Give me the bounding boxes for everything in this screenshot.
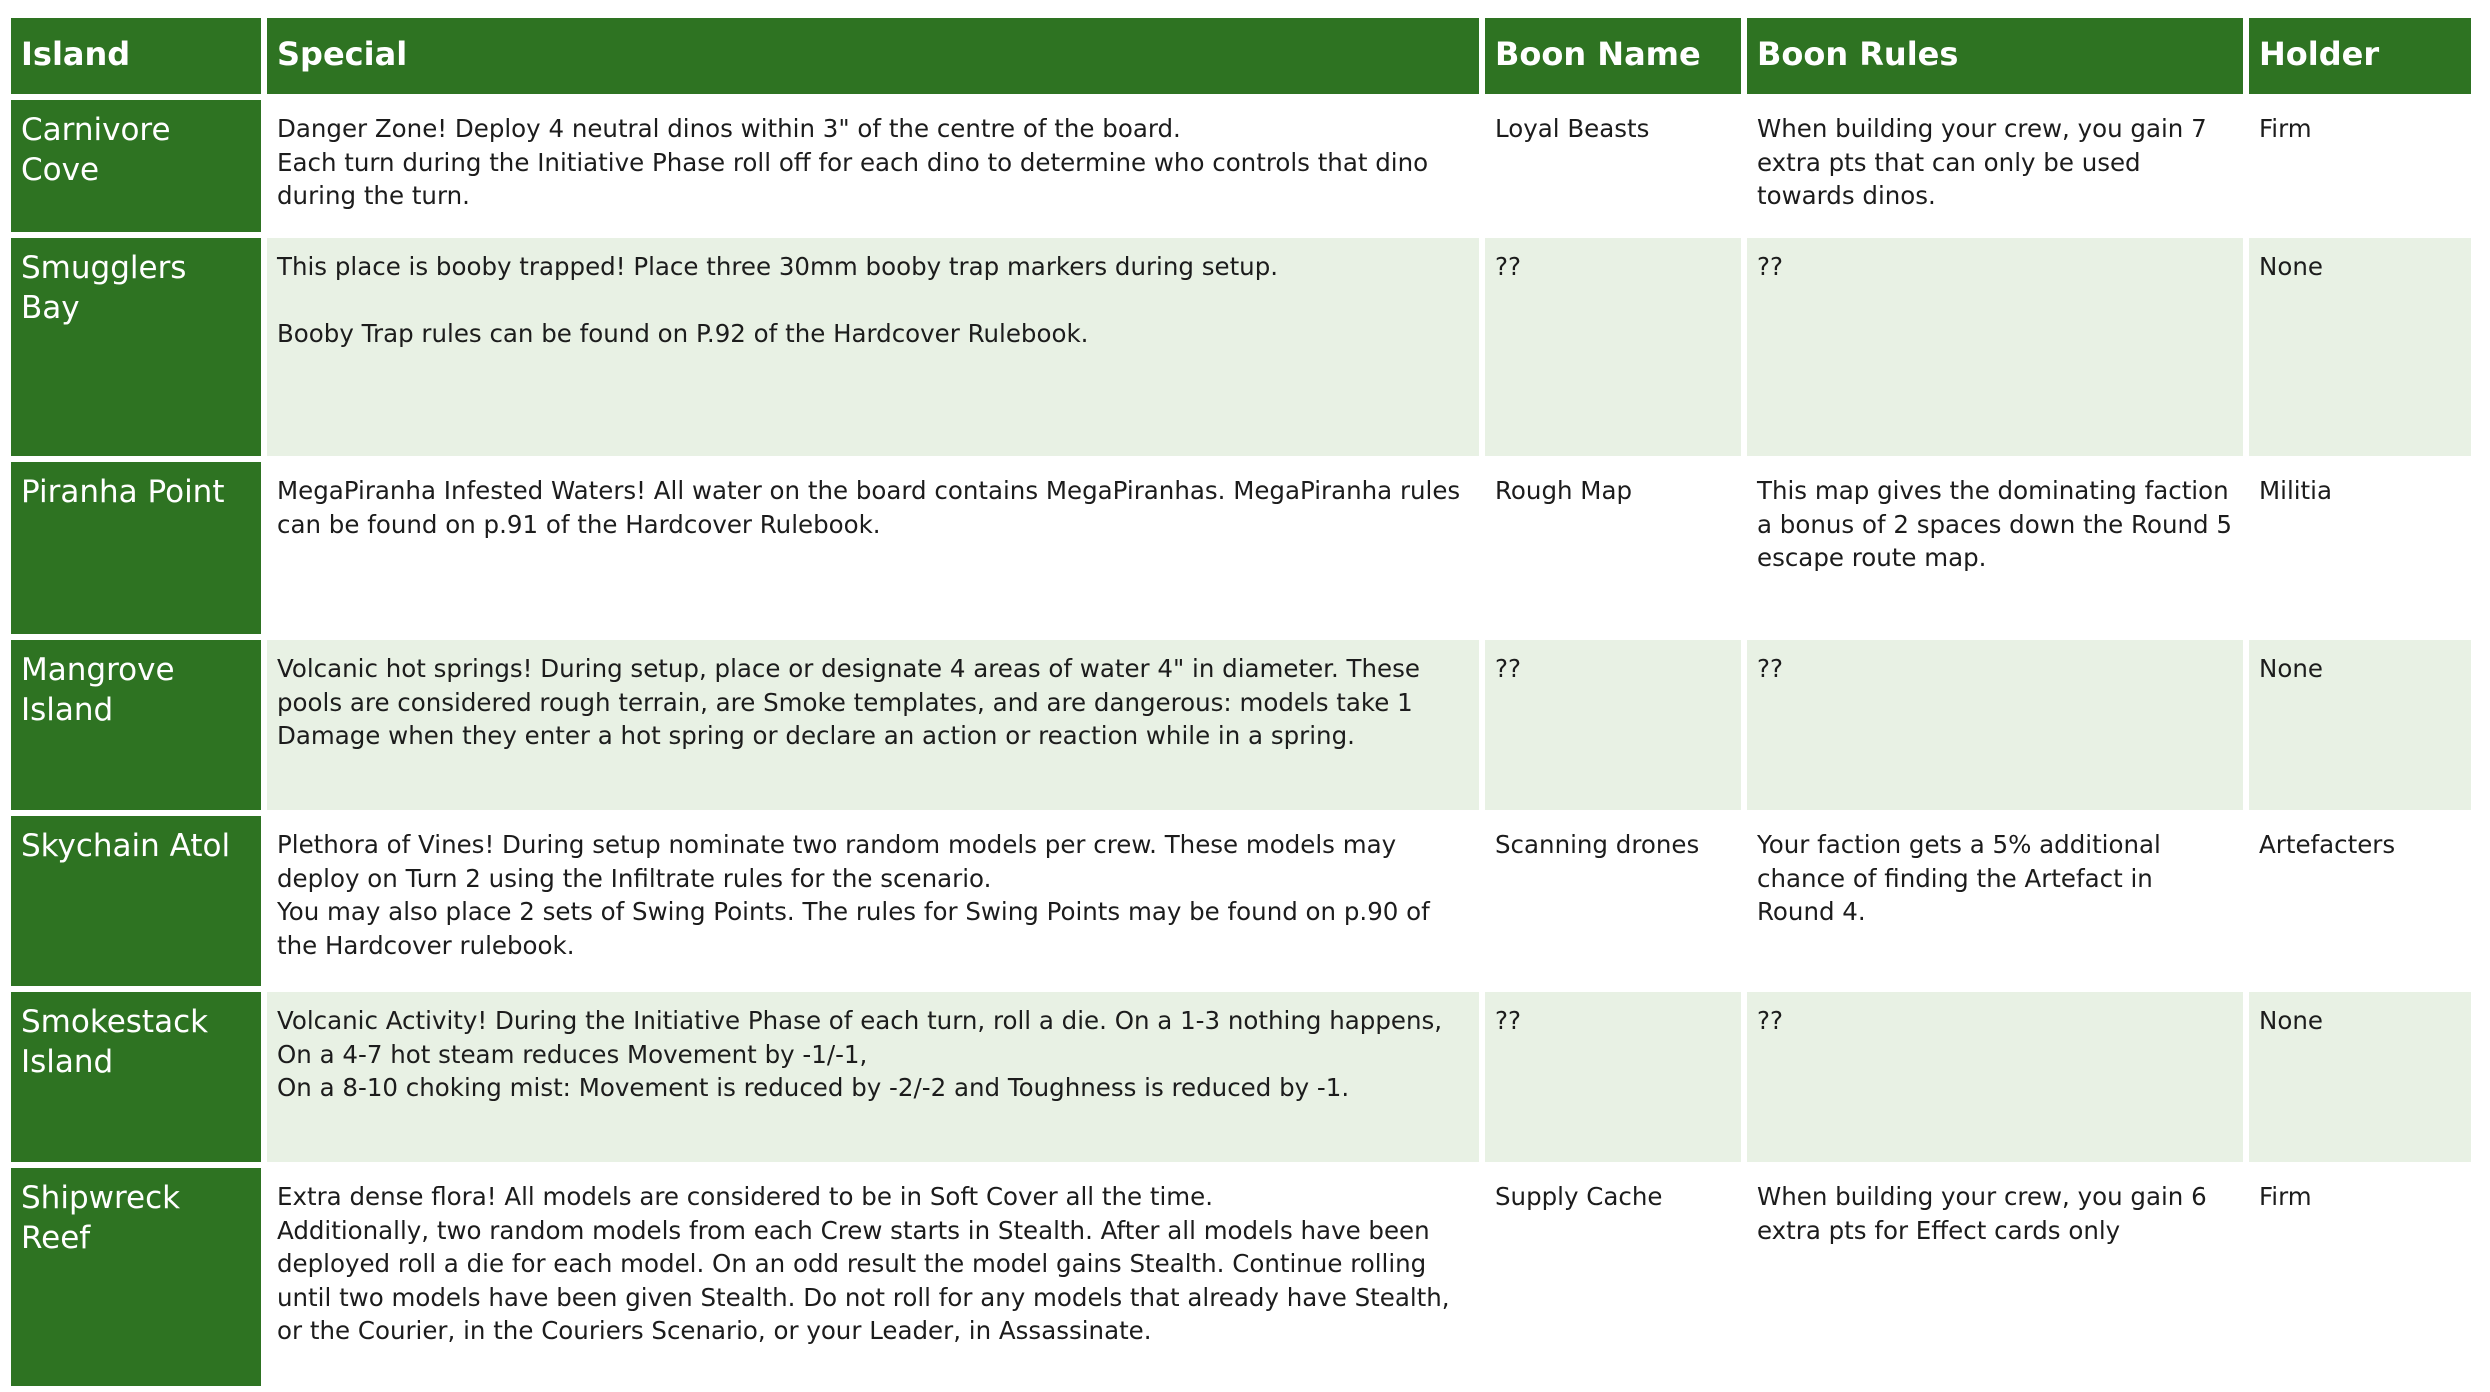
special-cell: Volcanic hot springs! During setup, place or designate 4 areas of water 4" in diameter. These pools are considered rough terrain, are Smoke templates, and are dangerous: models take 1 Damage when they enter a hot spring or declare an action or reaction while in a spring. xyxy=(267,640,1479,810)
boon-name-cell: ?? xyxy=(1485,640,1741,810)
table-row xyxy=(11,816,2471,986)
special-cell: Danger Zone! Deploy 4 neutral dinos within 3" of the centre of the board. Each turn during the Initiative Phase roll off for each dino to determine who controls that dino during the turn. xyxy=(267,100,1479,232)
boon-name-cell: Scanning drones xyxy=(1485,816,1741,986)
header-boon-name: Boon Name xyxy=(1485,18,1741,94)
table-row xyxy=(11,1168,2471,1386)
header-boon-rules: Boon Rules xyxy=(1747,18,2243,94)
holder-cell: Firm xyxy=(2249,100,2471,232)
islands-table xyxy=(5,12,2477,1392)
table-row xyxy=(11,238,2471,456)
boon-name-cell: Rough Map xyxy=(1485,462,1741,634)
holder-cell: None xyxy=(2249,238,2471,456)
table-row xyxy=(11,640,2471,810)
boon-rules-cell: When building your crew, you gain 6 extra pts for Effect cards only xyxy=(1747,1168,2243,1386)
boon-rules-cell: ?? xyxy=(1747,238,2243,456)
islands-table-container xyxy=(11,18,2483,1392)
special-cell: Extra dense flora! All models are considered to be in Soft Cover all the time. Additionally, two random models from each Crew starts in Stealth. After all models have been deployed roll a die for each model. On an odd result the model gains Stealth. Continue rolling until two models have been given Stealth. Do not roll for any models that already have Stealth, or the Courier, in the Couriers Scenario, or your Leader, in Assassinate. xyxy=(267,1168,1479,1386)
boon-rules-cell: When building your crew, you gain 7 extra pts that can only be used towards dinos. xyxy=(1747,100,2243,232)
boon-rules-cell: This map gives the dominating faction a bonus of 2 spaces down the Round 5 escape route map. xyxy=(1747,462,2243,634)
table-row xyxy=(11,100,2471,232)
header-special: Special xyxy=(267,18,1479,94)
boon-name-cell: ?? xyxy=(1485,238,1741,456)
table-row xyxy=(11,992,2471,1162)
boon-rules-cell: ?? xyxy=(1747,640,2243,810)
special-cell: Plethora of Vines! During setup nominate two random models per crew. These models may deploy on Turn 2 using the Infiltrate rules for the scenario. You may also place 2 sets of Swing Points. The rules for Swing Points may be found on p.90 of the Hardcover rulebook. xyxy=(267,816,1479,986)
special-cell: This place is booby trapped! Place three 30mm booby trap markers during setup. Booby Trap rules can be found on P.92 of the Hardcover Rulebook. xyxy=(267,238,1479,456)
boon-name-cell: ?? xyxy=(1485,992,1741,1162)
holder-cell: None xyxy=(2249,992,2471,1162)
island-name-cell: Smokestack Island xyxy=(11,992,261,1162)
island-name-cell: Mangrove Island xyxy=(11,640,261,810)
holder-cell: Militia xyxy=(2249,462,2471,634)
boon-name-cell: Loyal Beasts xyxy=(1485,100,1741,232)
table-row xyxy=(11,462,2471,634)
holder-cell: Firm xyxy=(2249,1168,2471,1386)
boon-rules-cell: ?? xyxy=(1747,992,2243,1162)
holder-cell: None xyxy=(2249,640,2471,810)
header-island: Island xyxy=(11,18,261,94)
island-name-cell: Piranha Point xyxy=(11,462,261,634)
special-cell: Volcanic Activity! During the Initiative Phase of each turn, roll a die. On a 1-3 nothing happens, On a 4-7 hot steam reduces Movement by -1/-1, On a 8-10 choking mist: Movement is reduced by -2/-2 and Toughness is reduced by -1. xyxy=(267,992,1479,1162)
island-name-cell: Carnivore Cove xyxy=(11,100,261,232)
header-holder: Holder xyxy=(2249,18,2471,94)
holder-cell: Artefacters xyxy=(2249,816,2471,986)
boon-name-cell: Supply Cache xyxy=(1485,1168,1741,1386)
boon-rules-cell: Your faction gets a 5% additional chance of finding the Artefact in Round 4. xyxy=(1747,816,2243,986)
table-header-row xyxy=(11,18,2471,94)
island-name-cell: Smugglers Bay xyxy=(11,238,261,456)
island-name-cell: Shipwreck Reef xyxy=(11,1168,261,1386)
special-cell: MegaPiranha Infested Waters! All water on the board contains MegaPiranhas. MegaPiranha rules can be found on p.91 of the Hardcover Rulebook. xyxy=(267,462,1479,634)
island-name-cell: Skychain Atol xyxy=(11,816,261,986)
